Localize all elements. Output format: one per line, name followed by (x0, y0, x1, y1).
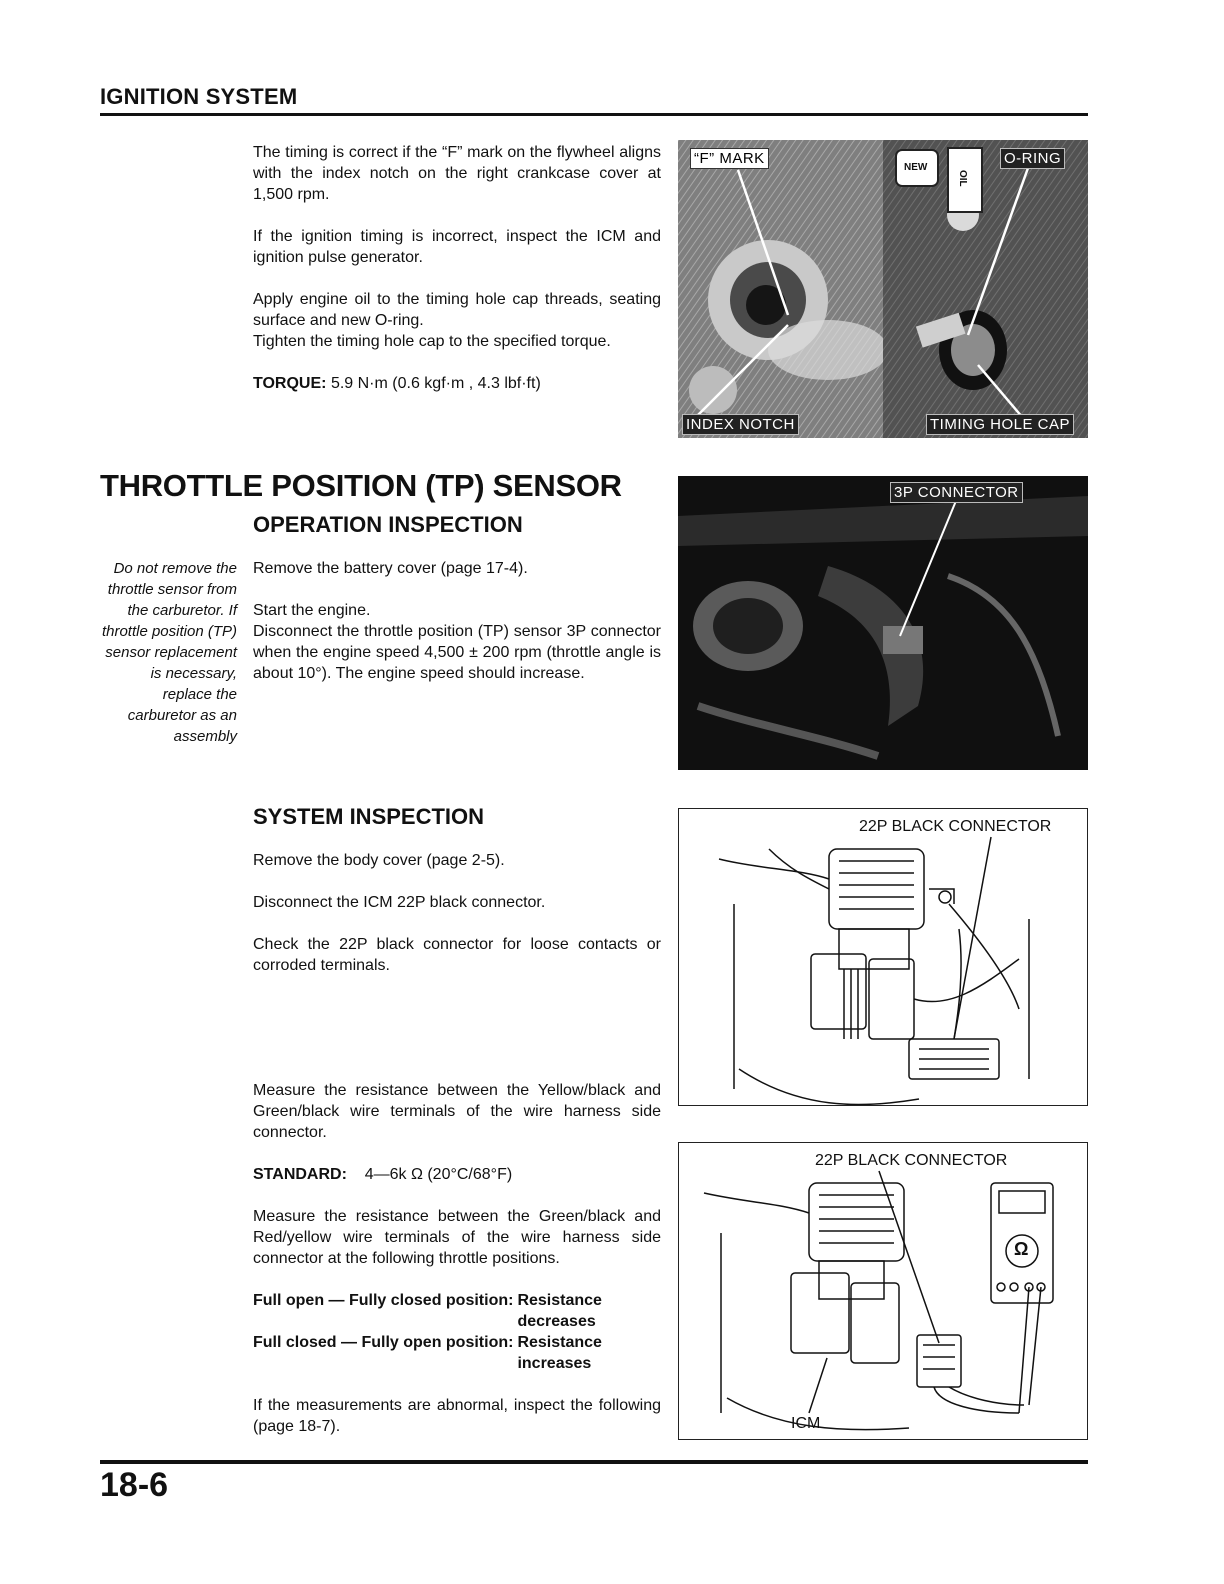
torque-spec (253, 373, 661, 394)
spec-row-1 (253, 1290, 661, 1332)
diagram-1-illustration (679, 809, 1087, 1105)
3p-connector-label: 3P CONNECTOR (890, 482, 1023, 503)
timing-paragraph-3a: Apply engine oil to the timing hole cap threads, seating surface and new O-ring. (253, 291, 661, 329)
spec-1-value: Resistance decreases (517, 1292, 602, 1330)
tp-sensor-photo (678, 476, 1088, 770)
spec-1-key: Full open — Fully closed position: (253, 1292, 514, 1309)
operation-paragraph-2b: Disconnect the throttle position (TP) sensor 3P connector when the engine speed 4,500 ± 200 rpm (throttle angle is about 10°). The engine speed should increase. (253, 623, 661, 682)
system-paragraph-5: Measure the resistance between the Green/black and Red/yellow wire terminals of the wire harness side connector at the following throttle positions. (253, 1208, 661, 1267)
new-badge: NEW (904, 162, 928, 173)
spec-row-2 (253, 1332, 661, 1374)
operation-paragraph-2a: Start the engine. (253, 602, 371, 619)
timing-paragraph-2: If the ignition timing is incorrect, inspect the ICM and ignition pulse generator. (253, 228, 661, 266)
timing-text-block (253, 142, 661, 415)
oil-badge: OIL (957, 170, 968, 187)
system-text-block-1 (253, 850, 661, 997)
section-title: THROTTLE POSITION (TP) SENSOR (100, 468, 622, 503)
throttle-spec-table (253, 1290, 661, 1374)
spec-2-key: Full closed — Fully open position: (253, 1334, 514, 1351)
standard-value: 4—6k Ω (20°C/68°F) (364, 1166, 513, 1183)
index-notch-label: INDEX NOTCH (682, 414, 799, 435)
header-rule (100, 113, 1088, 116)
system-paragraph-4: Measure the resistance between the Yellow/black and Green/black wire terminals of the wire harness side connector. (253, 1082, 661, 1141)
system-paragraph-2: Disconnect the ICM 22P black connector. (253, 894, 546, 911)
diagram-2-illustration (679, 1143, 1087, 1439)
system-inspection-title: SYSTEM INSPECTION (253, 804, 485, 829)
diagram-2-connector-label: 22P BLACK CONNECTOR (815, 1152, 1008, 1169)
torque-value: 5.9 N·m (0.6 kgf·m , 4.3 lbf·ft) (330, 375, 541, 392)
system-text-block-2 (253, 1080, 661, 1458)
header-title: IGNITION SYSTEM (100, 84, 298, 109)
footer-rule (100, 1460, 1088, 1464)
standard-label: STANDARD: (253, 1166, 347, 1183)
timing-photo-illustration (678, 140, 1088, 438)
diagram-1-connector-label: 22P BLACK CONNECTOR (859, 818, 1052, 835)
standard-spec (253, 1164, 661, 1185)
timing-photo (678, 140, 1088, 438)
page-number: 18-6 (100, 1466, 169, 1504)
connector-diagram-2 (678, 1142, 1088, 1440)
operation-inspection-title: OPERATION INSPECTION (253, 512, 523, 537)
system-paragraph-3: Check the 22P black connector for loose contacts or corroded terminals. (253, 936, 661, 974)
system-paragraph-1: Remove the body cover (page 2-5). (253, 852, 505, 869)
connector-diagram-1 (678, 808, 1088, 1106)
timing-hole-cap-label: TIMING HOLE CAP (926, 414, 1074, 435)
spec-2-value: Resistance increases (517, 1334, 602, 1372)
operation-text-block (253, 558, 661, 705)
ohm-symbol: Ω (1014, 1239, 1029, 1259)
tp-sensor-photo-illustration (678, 476, 1088, 770)
system-paragraph-6: If the measurements are abnormal, inspect the following (page 18-7). (253, 1397, 661, 1435)
timing-paragraph-3b: Tighten the timing hole cap to the specified torque. (253, 333, 611, 350)
operation-paragraph-1: Remove the battery cover (page 17-4). (253, 560, 528, 577)
o-ring-label: O-RING (1000, 148, 1065, 169)
timing-paragraph-1: The timing is correct if the “F” mark on the flywheel aligns with the index notch on the right crankcase cover at 1,500 rpm. (253, 144, 661, 203)
f-mark-label: “F” MARK (690, 148, 769, 169)
diagram-2-icm-label: ICM (791, 1415, 821, 1432)
torque-label: TORQUE: (253, 375, 327, 392)
side-note: Do not remove the throttle sensor from the carburetor. If throttle position (TP) sensor replacement is necessary, replace the carburetor as an assembly (101, 560, 237, 745)
